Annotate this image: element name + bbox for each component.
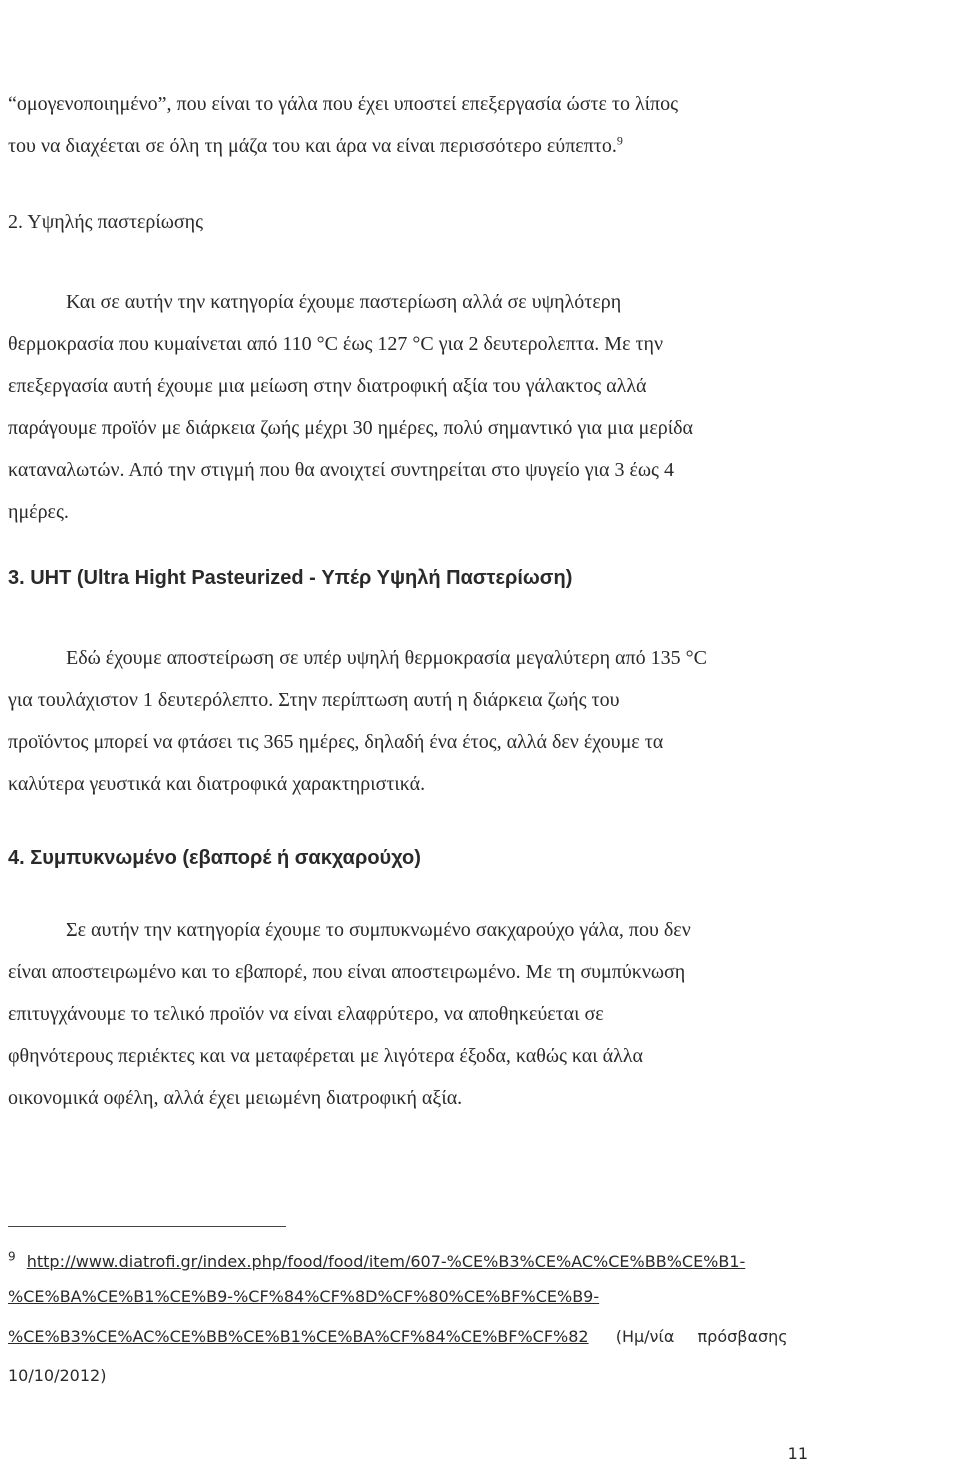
footnote-access-label: (Ημ/νία [615, 1327, 675, 1346]
section-3-line-4: καλύτερα γευστικά και διατροφικά χαρακτηριστικά. [8, 773, 426, 795]
section-2-line-5: καταναλωτών. Από την στιγμή που θα ανοιχτεί συντηρείται στο ψυγείο για 3 έως 4 [8, 459, 674, 481]
section-2-line-1: Και σε αυτήν την κατηγορία έχουμε παστερίωση αλλά σε υψηλότερη [66, 291, 622, 313]
footnote-reference: 9 [616, 133, 623, 148]
intro-line-2 [8, 134, 623, 158]
section-3-line-3: προϊόντος μπορεί να φτάσει τις 365 ημέρες, δηλαδή ένα έτος, αλλά δεν έχουμε τα [8, 731, 664, 753]
section-4-line-3: επιτυγχάνουμε το τελικό προϊόν να είναι ελαφρύτερο, να αποθηκεύεται σε [8, 1003, 604, 1025]
footnote-line-2 [8, 1287, 599, 1307]
section-4-line-1: Σε αυτήν την κατηγορία έχουμε το συμπυκνωμένο σακχαρούχο γάλα, που δεν [66, 919, 691, 941]
section-2-heading: 2. Υψηλής παστερίωσης [8, 211, 204, 233]
footnote-url-part-3[interactable]: %CE%B3%CE%AC%CE%BB%CE%B1%CE%BA%CF%84%CE%BF%CF%82 [8, 1327, 589, 1346]
section-4-heading: 4. Συμπυκνωμένο (εβαπορέ ή σακχαρούχο) [8, 847, 421, 869]
section-4-line-2: είναι αποστειρωμένο και το εβαπορέ, που είναι αποστειρωμένο. Με τη συμπύκνωση [8, 961, 686, 983]
footnote-url-part-2[interactable]: %CE%BA%CE%B1%CE%B9-%CF%84%CF%8D%CF%80%CE%BF%CE%B9- [8, 1287, 600, 1306]
footnote-access-date: 10/10/2012) [8, 1366, 107, 1385]
intro-line-2-text: του να διαχέεται σε όλη τη μάζα του και άρα να είναι περισσότερο εύπεπτο. [8, 135, 617, 157]
intro-line-1: “ομογενοποιημένο”, που είναι το γάλα που έχει υποστεί επεξεργασία ώστε το λίπος [8, 93, 679, 115]
section-2-line-4: παράγουμε προϊόν με διάρκεια ζωής μέχρι 30 ημέρες, πολύ σημαντικό για μια μερίδα [8, 417, 693, 439]
footnote-access-label-2: πρόσβασης [697, 1327, 788, 1346]
footnote-url-part-1[interactable]: http://www.diatrofi.gr/index.php/food/food/item/607-%CE%B3%CE%AC%CE%BB%CE%B1- [26, 1252, 746, 1271]
section-2-line-2: θερμοκρασία που κυμαίνεται από 110 °C έως 127 °C για 2 δευτερολεπτα. Με την [8, 333, 664, 355]
section-2-line-3: επεξεργασία αυτή έχουμε μια μείωση στην διατροφική αξία του γάλακτος αλλά [8, 375, 647, 397]
footnote-line-3 [8, 1327, 788, 1347]
section-4-line-4: φθηνότερους περιέκτες και να μεταφέρεται με λιγότερα έξοδα, καθώς και άλλα [8, 1045, 644, 1067]
section-3-line-1: Εδώ έχουμε αποστείρωση σε υπέρ υψηλή θερμοκρασία μεγαλύτερη από 135 °C [66, 647, 707, 669]
page-number: 11 [787, 1444, 808, 1463]
footnote-separator [8, 1226, 286, 1227]
footnote-line-1 [8, 1249, 746, 1272]
section-3-heading: 3. UHT (Ultra Hight Pasteurized - Υπέρ Υψηλή Παστερίωση) [8, 567, 573, 589]
section-4-line-5: οικονομικά οφέλη, αλλά έχει μειωμένη διατροφική αξία. [8, 1087, 463, 1109]
section-3-line-2: για τουλάχιστον 1 δευτερόλεπτο. Στην περίπτωση αυτή η διάρκεια ζωής του [8, 689, 620, 711]
section-2-line-6: ημέρες. [8, 501, 69, 523]
footnote-number: 9 [8, 1249, 16, 1264]
